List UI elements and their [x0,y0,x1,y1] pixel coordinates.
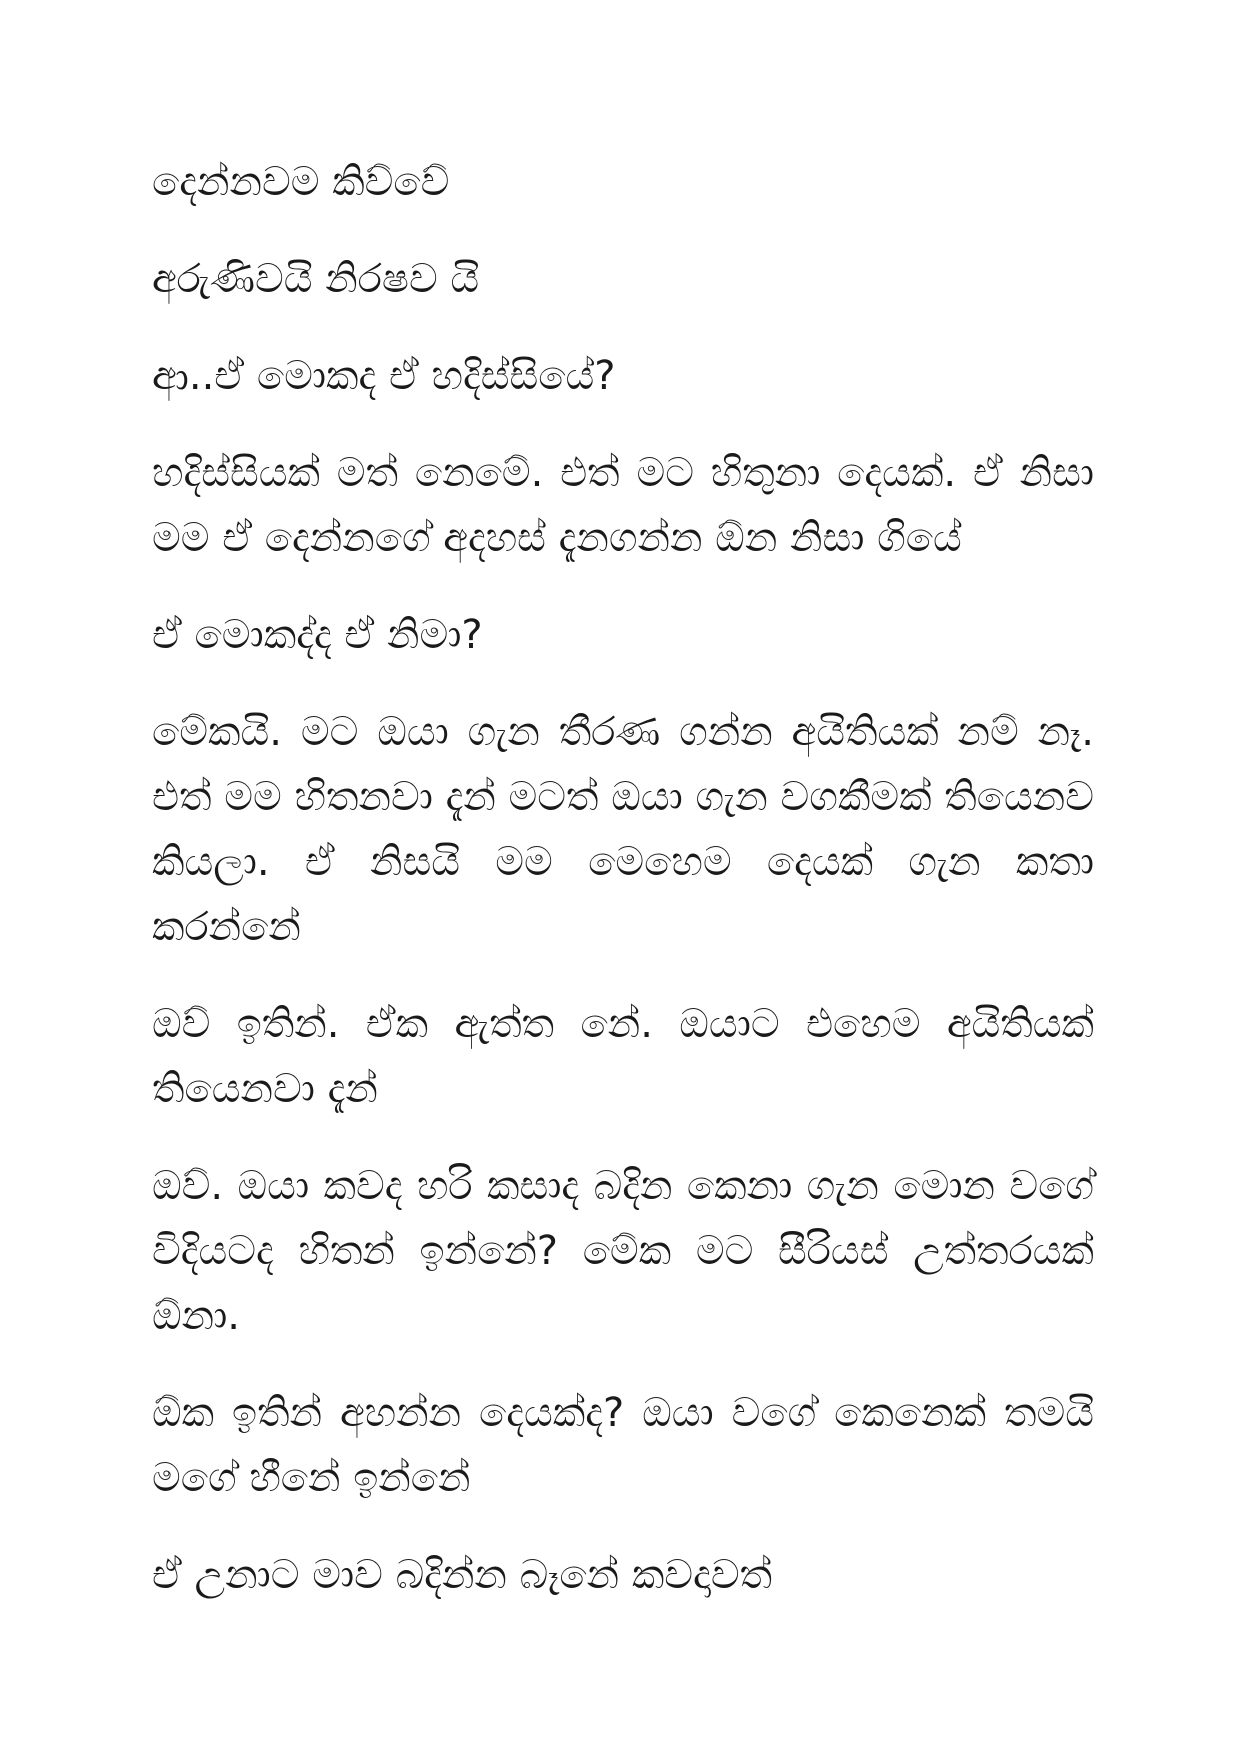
paragraph-10: ඒ උනාට මාව බදින්න බෑනේ කවදාවත් [152,1552,773,1598]
paragraph-8: ඔව්. ඔයා කවද හරි කසාද බදින කෙනා ගැන මොන වගේ විදියටද හිතන් ඉන්නේ? මේක මට සීරියස් උත්තරයක් ඕනා. [152,1163,1094,1339]
paragraph-3: ආ..ඒ මොකද ඒ හදිස්සියේ? [152,353,616,399]
paragraph-4: හදිස්සියක් මත් නෙමේ. එත් මට හිතුනා දෙයක්. ඒ නිසා මම ඒ දෙන්නගේ අදහස් දැනගන්න ඕන නිසා ගියේ [152,450,1094,561]
paragraph-5: ඒ මොකද්ද ඒ නිමා? [152,612,483,658]
paragraph-6: මේකයි. මට ඔයා ගැන තීරණ ගන්න අයිතියක් නම් නෑ. එත් මම හිතනවා දැන් මටත් ඔයා ගැන වගකීමක් තියෙනව කියලා. ඒ නිසයි මම මෙහෙම දෙයක් ගැන කතා කරන්නේ [152,709,1094,950]
paragraph-2: අරුණිවයි නිරෂව යි [152,256,480,302]
paragraph-7: ඔව් ඉතින්. ඒක ඇත්ත නේ. ඔයාට එහෙම අයිතියක් තියෙනවා දැන් [152,1001,1094,1112]
paragraph-9: ඕක ඉතින් අහන්න දෙයක්ද? ඔයා වගේ කෙනෙක් තමයි මගේ හීනේ ඉන්නේ [152,1390,1094,1501]
paragraph-1: දෙන්නවම කිව්වේ [152,159,450,205]
document-body [152,150,1094,1640]
